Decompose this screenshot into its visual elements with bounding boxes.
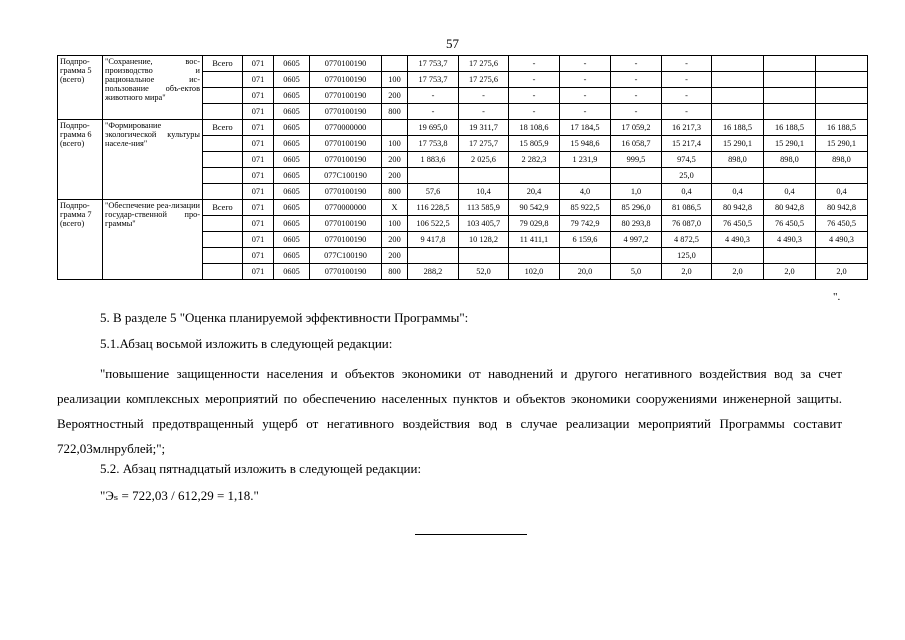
table-cell: 071 xyxy=(243,56,274,72)
table-cell xyxy=(408,168,459,184)
table-cell: 16 217,3 xyxy=(662,120,712,136)
table-cell: - xyxy=(662,72,712,88)
table-cell xyxy=(712,56,764,72)
table-cell: Всего xyxy=(203,120,243,136)
table-cell: 17 753,7 xyxy=(408,72,459,88)
program-name-cell: Подпро-грамма 7 (всего) xyxy=(58,200,103,280)
table-cell: 0770100190 xyxy=(310,216,382,232)
table-cell: 2 025,6 xyxy=(459,152,509,168)
table-cell: - xyxy=(408,104,459,120)
table-cell: 0770100190 xyxy=(310,88,382,104)
table-cell: 0,4 xyxy=(712,184,764,200)
table-cell: 76 450,5 xyxy=(816,216,868,232)
table-cell: 0,4 xyxy=(662,184,712,200)
table-cell: 0605 xyxy=(274,184,310,200)
table-cell: 9 417,8 xyxy=(408,232,459,248)
table-cell: 200 xyxy=(382,152,408,168)
table-cell: 898,0 xyxy=(712,152,764,168)
table-cell: 85 296,0 xyxy=(611,200,662,216)
table-cell: 18 108,6 xyxy=(509,120,560,136)
table-cell: 76 450,5 xyxy=(712,216,764,232)
table-cell: - xyxy=(560,56,611,72)
table-cell: - xyxy=(662,104,712,120)
table-cell: 17 753,8 xyxy=(408,136,459,152)
table-cell: 0605 xyxy=(274,168,310,184)
table-cell: 80 942,8 xyxy=(764,200,816,216)
table-cell: 19 695,0 xyxy=(408,120,459,136)
table-cell: 2,0 xyxy=(662,264,712,280)
table-cell: 5,0 xyxy=(611,264,662,280)
table-cell: 2,0 xyxy=(764,264,816,280)
table-cell: Всего xyxy=(203,56,243,72)
table-cell: 0770100190 xyxy=(310,152,382,168)
table-cell: - xyxy=(560,104,611,120)
table-cell: 071 xyxy=(243,88,274,104)
table-cell: 2,0 xyxy=(816,264,868,280)
table-cell: 0770100190 xyxy=(310,56,382,72)
table-cell: 20,4 xyxy=(509,184,560,200)
table-end-mark: ". xyxy=(833,291,841,303)
table-cell: 0605 xyxy=(274,152,310,168)
table-cell xyxy=(560,248,611,264)
paragraph-quote-8: "повышение защищенности населения и объектов экономики от наводнений и другого негативного воздействия вод за счет реализации комплексных мероприятий по обеспечению населенных пунктов и объектов экономики сооружениями инженерной защиты. Вероятностный предотвращенный ущерб от негативного воздействия вод в случае реализации мероприятий Программы составит 722,03млнрублей;"; xyxy=(57,366,842,456)
table-cell: 90 542,9 xyxy=(509,200,560,216)
page-number: 57 xyxy=(446,36,459,51)
table-cell: 071 xyxy=(243,136,274,152)
table-cell: 80 293,8 xyxy=(611,216,662,232)
table-cell xyxy=(382,120,408,136)
table-cell: 071 xyxy=(243,152,274,168)
table-cell: 0770100190 xyxy=(310,232,382,248)
table-cell: 0605 xyxy=(274,216,310,232)
table-cell: 0770000000 xyxy=(310,200,382,216)
table-cell xyxy=(712,72,764,88)
table-cell: 80 942,8 xyxy=(816,200,868,216)
table-cell: 52,0 xyxy=(459,264,509,280)
table-cell xyxy=(408,248,459,264)
budget-table xyxy=(57,55,868,280)
paragraph-formula: "Эₛ = 722,03 / 612,29 = 1,18." xyxy=(100,488,259,503)
table-cell: 071 xyxy=(243,168,274,184)
table-cell: 113 585,9 xyxy=(459,200,509,216)
table-cell: 200 xyxy=(382,168,408,184)
table-cell: 16 188,5 xyxy=(816,120,868,136)
table-cell: 800 xyxy=(382,184,408,200)
table-cell: 2 282,3 xyxy=(509,152,560,168)
table-cell: 1 883,6 xyxy=(408,152,459,168)
table-cell: 800 xyxy=(382,264,408,280)
table-cell: 2,0 xyxy=(712,264,764,280)
table-cell: 974,5 xyxy=(662,152,712,168)
table-cell xyxy=(203,248,243,264)
table-cell: 6 159,6 xyxy=(560,232,611,248)
table-cell: 125,0 xyxy=(662,248,712,264)
table-row xyxy=(58,56,868,72)
table-cell: 102,0 xyxy=(509,264,560,280)
table-cell: - xyxy=(509,88,560,104)
table-cell: 25,0 xyxy=(662,168,712,184)
table-cell: 0605 xyxy=(274,88,310,104)
table-cell: - xyxy=(662,88,712,104)
table-cell: 1 231,9 xyxy=(560,152,611,168)
table-cell: 17 059,2 xyxy=(611,120,662,136)
table-cell: 4 997,2 xyxy=(611,232,662,248)
closing-rule xyxy=(415,534,527,535)
table-cell: 200 xyxy=(382,248,408,264)
table-cell: 0,4 xyxy=(816,184,868,200)
table-cell xyxy=(816,168,868,184)
table-cell: Всего xyxy=(203,200,243,216)
table-cell xyxy=(459,168,509,184)
table-cell: 4 490,3 xyxy=(764,232,816,248)
table-cell: 19 311,7 xyxy=(459,120,509,136)
table-cell xyxy=(764,168,816,184)
table-cell: 0,4 xyxy=(764,184,816,200)
program-description-cell: "Сохранение, вос-производство и рациональное ис-пользование объ-ектов животного мира" xyxy=(103,56,203,120)
table-cell xyxy=(712,168,764,184)
table-cell xyxy=(203,264,243,280)
table-cell: 100 xyxy=(382,136,408,152)
table-cell: 0770100190 xyxy=(310,72,382,88)
table-cell: - xyxy=(611,88,662,104)
table-cell xyxy=(816,248,868,264)
table-cell: - xyxy=(509,72,560,88)
table-cell: 898,0 xyxy=(816,152,868,168)
table-cell xyxy=(764,248,816,264)
table-cell: - xyxy=(611,104,662,120)
table-cell: 0605 xyxy=(274,56,310,72)
table-cell xyxy=(611,248,662,264)
table-cell: 0605 xyxy=(274,264,310,280)
table-cell: - xyxy=(560,88,611,104)
table-cell: 81 086,5 xyxy=(662,200,712,216)
table-cell: 999,5 xyxy=(611,152,662,168)
table-cell: 15 290,1 xyxy=(764,136,816,152)
table-cell: 077C100190 xyxy=(310,248,382,264)
table-cell xyxy=(509,168,560,184)
table-cell: - xyxy=(459,104,509,120)
table-cell: 79 742,9 xyxy=(560,216,611,232)
table-cell: 0770000000 xyxy=(310,120,382,136)
table-cell xyxy=(459,248,509,264)
table-cell: 0605 xyxy=(274,136,310,152)
table-cell: 17 753,7 xyxy=(408,56,459,72)
program-name-cell: Подпро-грамма 6 (всего) xyxy=(58,120,103,200)
table-cell xyxy=(816,88,868,104)
table-cell: 4 872,5 xyxy=(662,232,712,248)
table-cell: 800 xyxy=(382,104,408,120)
table-cell: 0605 xyxy=(274,120,310,136)
table-cell: 116 228,5 xyxy=(408,200,459,216)
table-cell: 15 217,4 xyxy=(662,136,712,152)
table-cell xyxy=(712,104,764,120)
table-cell: 15 290,1 xyxy=(816,136,868,152)
table-cell: 17 275,6 xyxy=(459,56,509,72)
table-cell: Х xyxy=(382,200,408,216)
table-cell: 17 275,6 xyxy=(459,72,509,88)
table-cell: - xyxy=(662,56,712,72)
table-cell: 071 xyxy=(243,120,274,136)
table-cell: 4 490,3 xyxy=(712,232,764,248)
table-cell: 0605 xyxy=(274,248,310,264)
table-cell: 80 942,8 xyxy=(712,200,764,216)
program-description-cell: "Обеспечение реа-лизации государ-ственной про-граммы" xyxy=(103,200,203,280)
table-cell: - xyxy=(509,104,560,120)
table-cell: 898,0 xyxy=(764,152,816,168)
program-name-cell: Подпро-грамма 5 (всего) xyxy=(58,56,103,120)
table-cell: - xyxy=(611,72,662,88)
table-cell xyxy=(611,168,662,184)
table-cell xyxy=(764,72,816,88)
table-cell: 071 xyxy=(243,264,274,280)
table-cell: 100 xyxy=(382,72,408,88)
paragraph-section5: 5. В разделе 5 "Оценка планируемой эффективности Программы": xyxy=(100,310,469,325)
table-cell: 15 805,9 xyxy=(509,136,560,152)
table-cell xyxy=(764,56,816,72)
table-cell xyxy=(712,248,764,264)
table-cell xyxy=(203,152,243,168)
table-cell: 4,0 xyxy=(560,184,611,200)
table-cell: 071 xyxy=(243,216,274,232)
table-cell: 10,4 xyxy=(459,184,509,200)
table-cell: 200 xyxy=(382,232,408,248)
table-cell: 0770100190 xyxy=(310,136,382,152)
table-cell: 071 xyxy=(243,104,274,120)
table-cell xyxy=(382,56,408,72)
table-cell: 0770100190 xyxy=(310,184,382,200)
table-cell: 85 922,5 xyxy=(560,200,611,216)
table-cell: 79 029,8 xyxy=(509,216,560,232)
table-cell: 20,0 xyxy=(560,264,611,280)
table-cell: 4 490,3 xyxy=(816,232,868,248)
table-cell: 071 xyxy=(243,200,274,216)
table-cell xyxy=(203,72,243,88)
table-cell: 0605 xyxy=(274,72,310,88)
table-cell: 071 xyxy=(243,72,274,88)
table-cell: 103 405,7 xyxy=(459,216,509,232)
table-cell: - xyxy=(560,72,611,88)
table-cell xyxy=(816,72,868,88)
table-cell xyxy=(203,136,243,152)
table-cell: 57,6 xyxy=(408,184,459,200)
table-cell: 077C100190 xyxy=(310,168,382,184)
table-cell: 17 184,5 xyxy=(560,120,611,136)
table-cell: 16 058,7 xyxy=(611,136,662,152)
table-cell: 10 128,2 xyxy=(459,232,509,248)
table-cell xyxy=(712,88,764,104)
table-cell: 0605 xyxy=(274,200,310,216)
table-cell: 16 188,5 xyxy=(764,120,816,136)
table-cell: 100 xyxy=(382,216,408,232)
paragraph-5-1: 5.1.Абзац восьмой изложить в следующей редакции: xyxy=(100,336,393,351)
table-cell: - xyxy=(408,88,459,104)
table-cell: 11 411,1 xyxy=(509,232,560,248)
table-cell: - xyxy=(509,56,560,72)
table-cell xyxy=(816,56,868,72)
table-cell xyxy=(764,88,816,104)
table-cell: - xyxy=(611,56,662,72)
table-cell xyxy=(203,232,243,248)
paragraph-5-2: 5.2. Абзац пятнадцатый изложить в следующей редакции: xyxy=(100,461,422,476)
table-cell: 1,0 xyxy=(611,184,662,200)
table-cell: 15 290,1 xyxy=(712,136,764,152)
table-cell xyxy=(764,104,816,120)
table-cell: 0770100190 xyxy=(310,104,382,120)
table-cell: 200 xyxy=(382,88,408,104)
table-cell xyxy=(203,104,243,120)
table-cell: 071 xyxy=(243,232,274,248)
table-cell xyxy=(560,168,611,184)
table-cell xyxy=(203,216,243,232)
table-cell: 17 275,7 xyxy=(459,136,509,152)
table-cell: 288,2 xyxy=(408,264,459,280)
table-row xyxy=(58,120,868,136)
table-cell xyxy=(509,248,560,264)
table-cell: 071 xyxy=(243,184,274,200)
table-cell xyxy=(203,184,243,200)
table-cell: - xyxy=(459,88,509,104)
table-cell: 106 522,5 xyxy=(408,216,459,232)
table-cell: 76 450,5 xyxy=(764,216,816,232)
table-cell: 76 087,0 xyxy=(662,216,712,232)
table-cell xyxy=(203,168,243,184)
program-description-cell: "Формирование экологической культуры населе-ния" xyxy=(103,120,203,200)
table-cell: 0605 xyxy=(274,232,310,248)
table-cell: 0605 xyxy=(274,104,310,120)
table-cell xyxy=(203,88,243,104)
table-cell: 0770100190 xyxy=(310,264,382,280)
table-cell xyxy=(816,104,868,120)
table-cell: 071 xyxy=(243,248,274,264)
table-row xyxy=(58,200,868,216)
table-cell: 16 188,5 xyxy=(712,120,764,136)
table-cell: 15 948,6 xyxy=(560,136,611,152)
